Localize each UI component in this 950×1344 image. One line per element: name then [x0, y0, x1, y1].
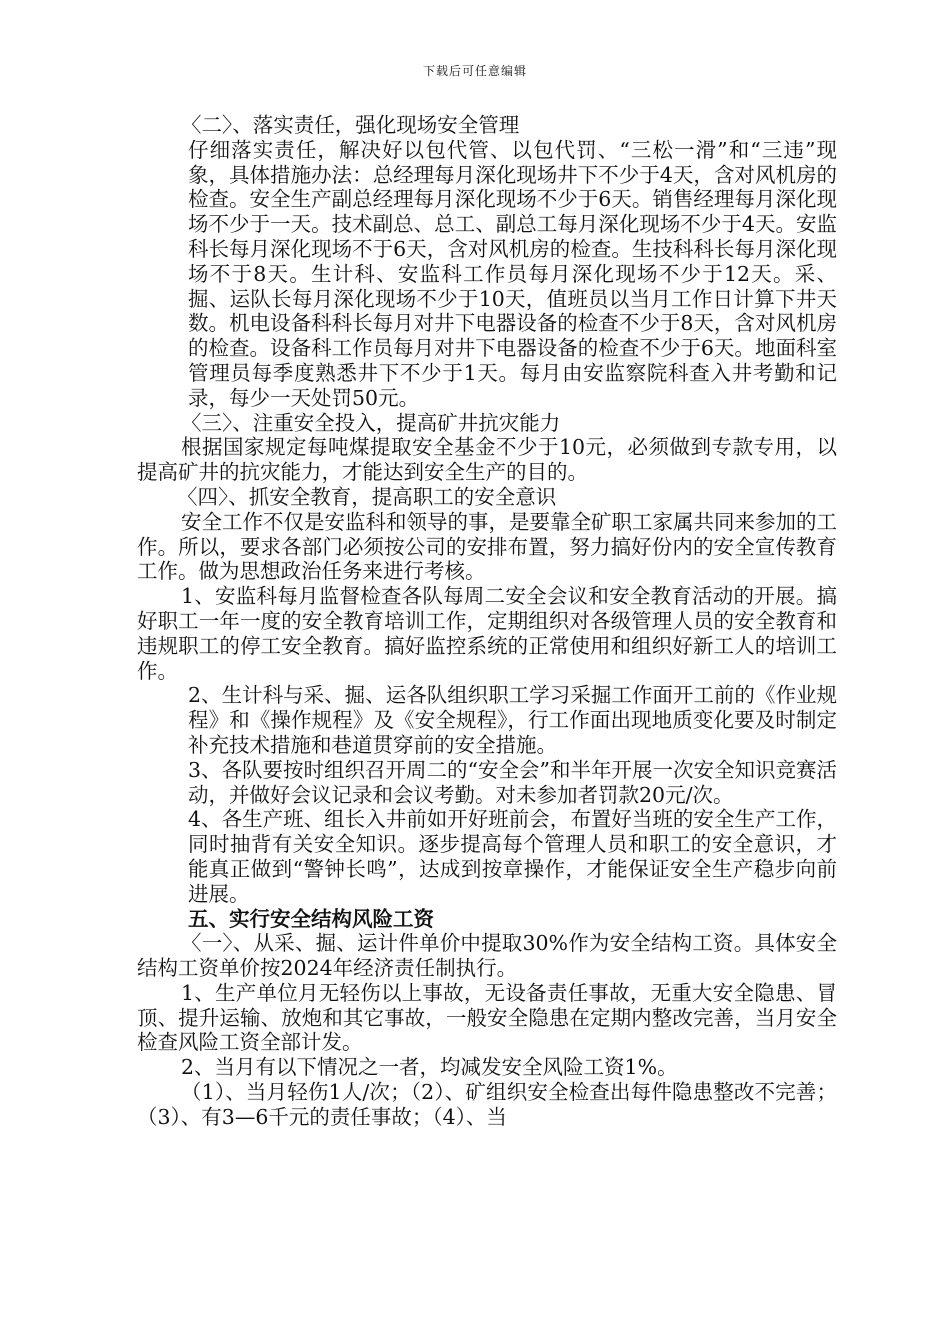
section-heading: 〈二〉、落实责任，强化现场安全管理: [181, 113, 520, 137]
paragraph: 根据国家规定每吨煤提取安全基金不少于10元，必须做到专款专用，以提高矿井的抗灾能力，才能达到安全生产的目的。: [137, 435, 837, 485]
list-item: 2、当月有以下情况之一者，均减发安全风险工资1%。: [181, 1055, 678, 1080]
list-item: 1、生产单位月无轻伤以上事故，无设备责任事故，无重大安全隐患、冒顶、提升运输、放炮和其它事故，一般安全隐患在定期内整改完善，当月安全检查风险工资全部计发。: [137, 980, 837, 1055]
list-item: 3、各队要按时组织召开周二的“安全会”和半年开展一次安全知识竞赛活动，并做好会议记录和会议考勤。对未参加者罚款20元/次。: [188, 757, 838, 807]
document-body: [137, 113, 837, 1130]
list-item: 1、安监科每月监督检查各队每周二安全会议和安全教育活动的开展。搞好职工一年一度的安全教育培训工作，定期组织对各级管理人员的安全教育和违规职工的停工安全教育。搞好监控系统的正常使用和组织好新工人的培训工作。: [137, 584, 837, 683]
list-item: 4、各生产班、组长入井前如开好班前会，布置好当班的安全生产工作，同时抽背有关安全知识。逐步提高每个管理人员和职工的安全意识，才能真正做到“警钟长鸣”，达成到按章操作，才能保证安全生产稳步向前进展。: [188, 807, 837, 906]
list-item: 2、生计科与采、掘、运各队组织职工学习采掘工作面开工前的《作业规程》和《操作规程》及《安全规程》，行工作面出现地质变化要及时制定补充技术措施和巷道贯穿前的安全措施。: [188, 683, 837, 757]
chapter-heading: 五、实行安全结构风险工资: [188, 906, 434, 931]
paragraph: 仔细落实责任，解决好以包代管、以包代罚、“三松一滑”和“三违”现象，具体措施办法：总经理每月深化现场井下不少于4天，含对风机房的检查。安全生产副总经理每月深化现场不少于6天。销售经理每月深化现场不少于一天。技术副总、总工、副总工每月深化现场不少于4天。安监科长每月深化现场不于6天，含对风机房的检查。生技科科长每月深化现场不于8天。生计科、安监科工作员每月深化现场不少于12天。采、掘、运队长每月深化现场不少于10天，值班员以当月工作日计算下井天数。机电设备科科长每月对井下电器设备的检查不少于8天，含对风机房的检查。设备科工作员每月对井下电器设备的检查不少于6天。地面科室管理员每季度熟悉井下不少于1天。每月由安监察院科查入井考勤和记录，每少一天处罚50元。: [188, 137, 837, 410]
paragraph: 〈一〉、从采、掘、运计件单价中提取30%作为安全结构工资。具体安全结构工资单价按2024年经济责任制执行。: [137, 931, 837, 981]
section-heading: 〈三〉、注重安全投入，提高矿井抗灾能力: [181, 410, 561, 435]
list-item: （1）、当月轻伤1人/次；（2）、矿组织安全检查出每件隐患整改不完善；（3）、有3—6千元的责任事故；（4）、当: [137, 1080, 837, 1129]
page-header: 下载后可任意编辑: [422, 64, 527, 78]
section-heading: 〈四〉、抓安全教育，提高职工的安全意识: [177, 484, 557, 509]
paragraph: 安全工作不仅是安监科和领导的事，是要靠全矿职工家属共同来参加的工作。所以，要求各部门必须按公司的安排布置，努力搞好份内的安全宣传教育工作。做为思想政治任务来进行考核。: [137, 509, 837, 584]
